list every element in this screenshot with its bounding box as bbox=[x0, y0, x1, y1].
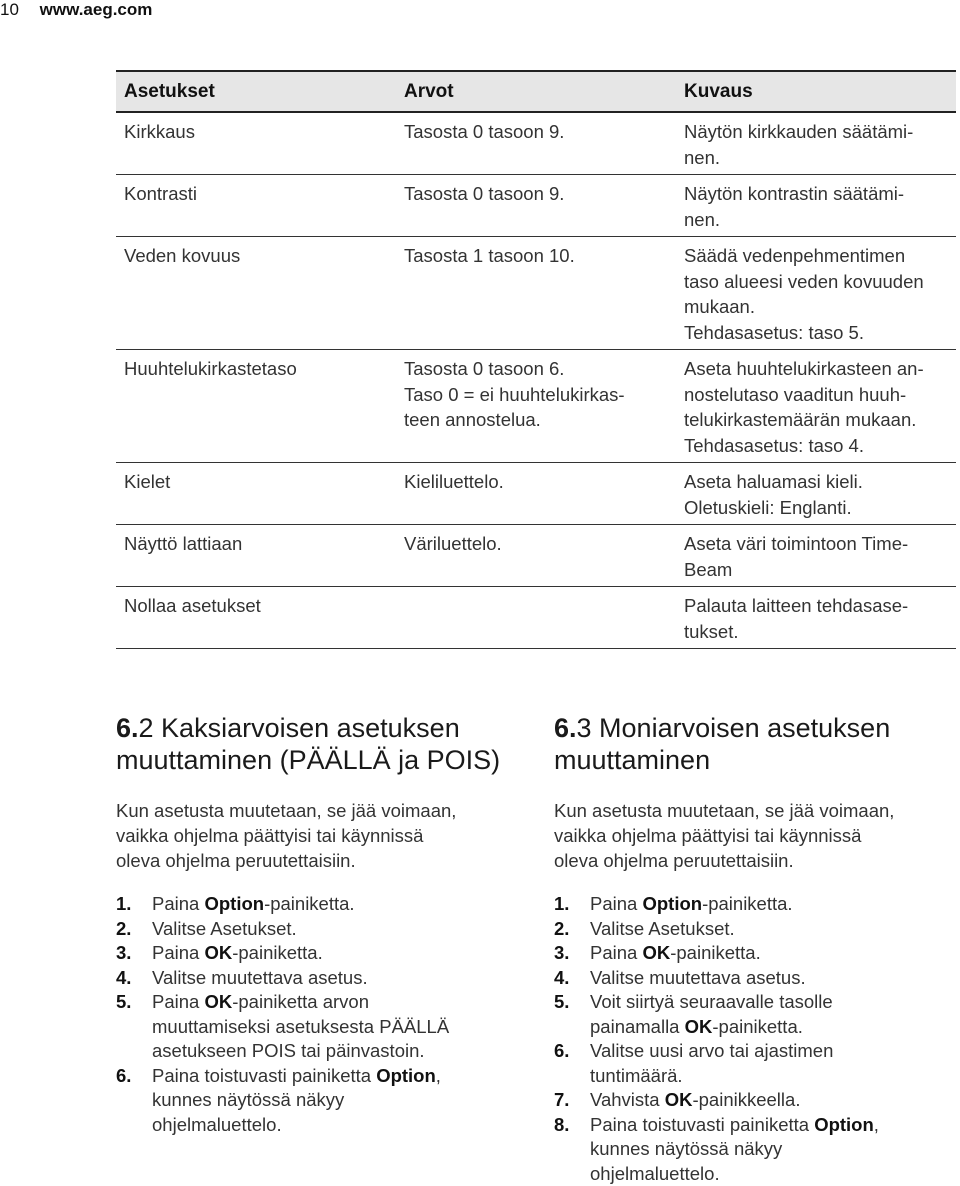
cell-setting: Näyttö lattiaan bbox=[116, 531, 396, 582]
step-text: Valitse uusi arvo tai ajastimen tuntimäärä. bbox=[590, 1039, 833, 1088]
step-item bbox=[554, 1113, 954, 1186]
settings-table bbox=[116, 70, 956, 649]
cell-values: Tasosta 0 tasoon 6. Taso 0 = ei huuhtelukirkas- teen annostelua. bbox=[396, 356, 676, 458]
cell-description: Palauta laitteen tehdasase- tukset. bbox=[676, 593, 956, 644]
cell-description: Aseta väri toimintoon Time- Beam bbox=[676, 531, 956, 582]
step-number: 8. bbox=[554, 1113, 590, 1186]
step-text: Paina Option-painiketta. bbox=[590, 892, 793, 917]
cell-values: Väriluettelo. bbox=[396, 531, 676, 582]
section-intro: Kun asetusta muutetaan, se jää voimaan, vaikka ohjelma päättyisi tai käynnissä oleva ohjelma peruutettaisiin. bbox=[116, 798, 516, 873]
section-title: 6.3 Moniarvoisen asetuksen muuttaminen bbox=[554, 712, 954, 776]
step-number: 1. bbox=[116, 892, 152, 917]
step-item bbox=[116, 892, 516, 917]
section-intro: Kun asetusta muutetaan, se jää voimaan, vaikka ohjelma päättyisi tai käynnissä oleva ohjelma peruutettaisiin. bbox=[554, 798, 954, 873]
table-body bbox=[116, 113, 956, 649]
step-text: Valitse Asetukset. bbox=[590, 917, 735, 942]
cell-values bbox=[396, 593, 676, 644]
step-item bbox=[116, 966, 516, 991]
step-number: 2. bbox=[554, 917, 590, 942]
cell-setting: Veden kovuus bbox=[116, 243, 396, 345]
cell-description: Aseta huuhtelukirkasteen an- nostelutaso vaaditun huuh- telukirkastemäärän mukaan. Tehdasasetus: taso 4. bbox=[676, 356, 956, 458]
step-number: 7. bbox=[554, 1088, 590, 1113]
step-number: 1. bbox=[554, 892, 590, 917]
step-item bbox=[554, 917, 954, 942]
step-item bbox=[554, 990, 954, 1039]
site-url: www.aeg.com bbox=[40, 0, 153, 19]
step-number: 3. bbox=[554, 941, 590, 966]
table-row bbox=[116, 113, 956, 175]
cell-values: Tasosta 0 tasoon 9. bbox=[396, 181, 676, 232]
step-item bbox=[554, 1088, 954, 1113]
step-text: Valitse Asetukset. bbox=[152, 917, 297, 942]
column-header-description: Kuvaus bbox=[676, 81, 956, 103]
table-row bbox=[116, 237, 956, 350]
step-text: Paina Option-painiketta. bbox=[152, 892, 355, 917]
cell-setting: Kontrasti bbox=[116, 181, 396, 232]
column-header-values: Arvot bbox=[396, 81, 676, 103]
cell-setting: Kielet bbox=[116, 469, 396, 520]
step-item bbox=[116, 941, 516, 966]
step-number: 6. bbox=[116, 1064, 152, 1138]
table-row bbox=[116, 587, 956, 649]
section-multi-setting bbox=[554, 712, 954, 1186]
step-number: 6. bbox=[554, 1039, 590, 1088]
step-text: Paina toistuvasti painiketta Option, kunnes näytössä näkyy ohjelmaluettelo. bbox=[152, 1064, 441, 1138]
section-title: 6.2 Kaksiarvoisen asetuksen muuttaminen (PÄÄLLÄ ja POIS) bbox=[116, 712, 516, 776]
table-header-row bbox=[116, 70, 956, 113]
page-header bbox=[0, 0, 152, 22]
step-text: Paina OK-painiketta. bbox=[590, 941, 761, 966]
cell-description: Näytön kirkkauden säätämi- nen. bbox=[676, 119, 956, 170]
step-item bbox=[554, 1039, 954, 1088]
table-row bbox=[116, 175, 956, 237]
cell-description: Säädä vedenpehmentimen taso alueesi veden kovuuden mukaan. Tehdasasetus: taso 5. bbox=[676, 243, 956, 345]
table-row bbox=[116, 350, 956, 463]
step-text: Voit siirtyä seuraavalle tasolle painamalla OK-painiketta. bbox=[590, 990, 833, 1039]
step-item bbox=[554, 966, 954, 991]
table-row bbox=[116, 525, 956, 587]
steps-list bbox=[116, 892, 516, 1137]
cell-description: Aseta haluamasi kieli. Oletuskieli: Englanti. bbox=[676, 469, 956, 520]
cell-values: Kieliluettelo. bbox=[396, 469, 676, 520]
cell-setting: Nollaa asetukset bbox=[116, 593, 396, 644]
step-item bbox=[554, 941, 954, 966]
cell-setting: Huuhtelukirkastetaso bbox=[116, 356, 396, 458]
step-item bbox=[554, 892, 954, 917]
column-header-settings: Asetukset bbox=[116, 81, 396, 103]
step-number: 4. bbox=[554, 966, 590, 991]
step-item bbox=[116, 917, 516, 942]
step-number: 2. bbox=[116, 917, 152, 942]
step-text: Valitse muutettava asetus. bbox=[152, 966, 368, 991]
cell-setting: Kirkkaus bbox=[116, 119, 396, 170]
step-text: Valitse muutettava asetus. bbox=[590, 966, 806, 991]
step-item bbox=[116, 990, 516, 1064]
step-text: Paina OK-painiketta. bbox=[152, 941, 323, 966]
section-binary-setting bbox=[116, 712, 516, 1137]
step-item bbox=[116, 1064, 516, 1138]
step-number: 3. bbox=[116, 941, 152, 966]
step-number: 5. bbox=[554, 990, 590, 1039]
page-number: 10 bbox=[0, 0, 19, 19]
step-text: Paina toistuvasti painiketta Option, kunnes näytössä näkyy ohjelmaluettelo. bbox=[590, 1113, 879, 1186]
cell-description: Näytön kontrastin säätämi- nen. bbox=[676, 181, 956, 232]
steps-list bbox=[554, 892, 954, 1186]
table-row bbox=[116, 463, 956, 525]
step-text: Vahvista OK-painikkeella. bbox=[590, 1088, 800, 1113]
cell-values: Tasosta 0 tasoon 9. bbox=[396, 119, 676, 170]
step-number: 5. bbox=[116, 990, 152, 1064]
cell-values: Tasosta 1 tasoon 10. bbox=[396, 243, 676, 345]
step-text: Paina OK-painiketta arvon muuttamiseksi asetuksesta PÄÄLLÄ asetukseen POIS tai päinvastoin. bbox=[152, 990, 449, 1064]
step-number: 4. bbox=[116, 966, 152, 991]
